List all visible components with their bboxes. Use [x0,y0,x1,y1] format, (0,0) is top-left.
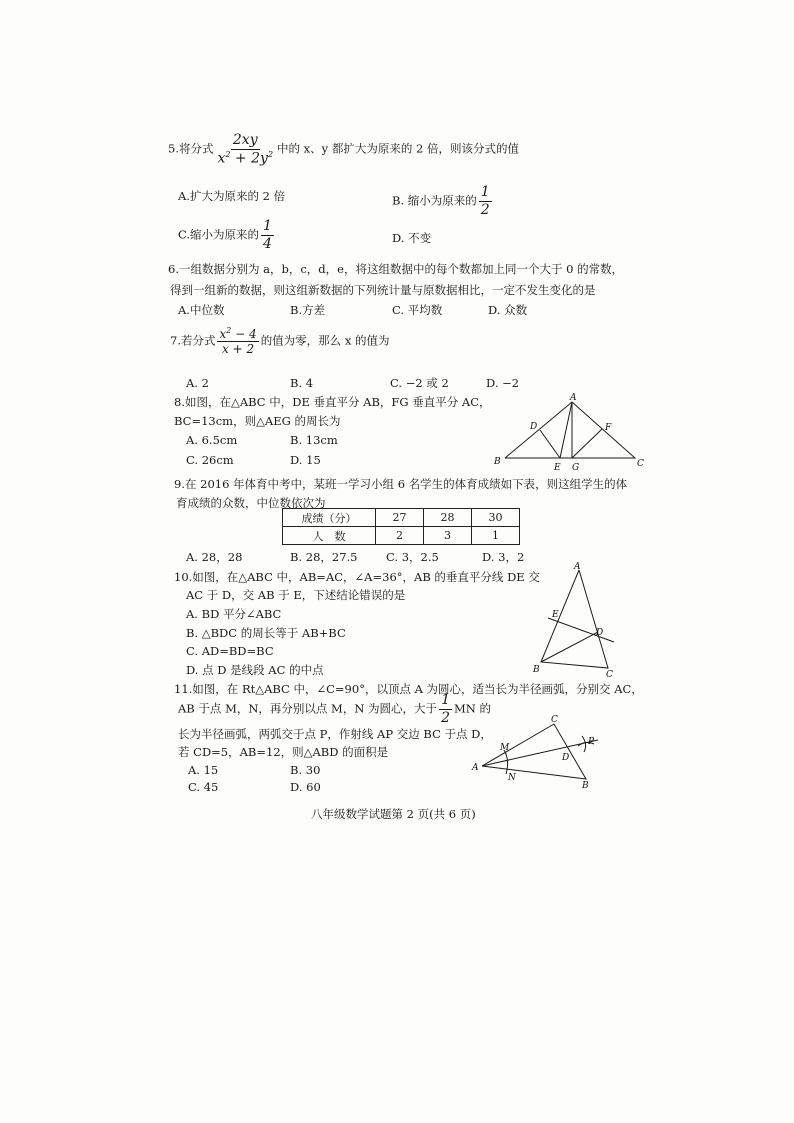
q10-label-a: A [574,562,581,572]
q8-line1: 8.如图，在△ABC 中，DE 垂直平分 AB，FG 垂直平分 AC， [174,395,491,409]
page-footer: 八年级数学试题第 2 页(共 6 页) [311,807,476,821]
q9-option-c: C. 3，2.5 [386,550,439,564]
q10-triangle-figure [528,560,628,680]
q10-option-d: D. 点 D 是线段 AC 的中点 [186,663,324,677]
q11-arc-p1 [582,736,586,752]
q7-num-exp: 2 [226,326,232,335]
q11-line2 [178,692,491,727]
table-cell: 27 [376,509,424,527]
table-cell: 人 数 [283,527,376,545]
q11-label-n: N [508,773,516,783]
q5-c-den: 4 [263,235,272,252]
q5-option-b-text: B. 缩小为原来的 [392,193,477,208]
q10-line2: AC 于 D，交 AB 于 E，下述结论错误的是 [186,588,406,602]
q6-option-d: D. 众数 [488,303,528,317]
q11-arc-mn [504,750,508,774]
q8-label-f: F [605,423,612,433]
q10-option-a: A. BD 平分∠ABC [186,607,282,621]
q10-label-d: D [596,628,604,638]
q9-option-a: A. 28，28 [186,550,243,564]
q5-option-c-text: C.缩小为原来的 [178,227,260,242]
q5-den-exp2: 2 [267,149,274,159]
q11-line4: 若 CD=5，AB=12，则△ABD 的面积是 [178,745,389,759]
q7-num-rest: − 4 [231,327,257,341]
q5-prefix: 5.将分式 [168,141,214,156]
q7-option-d: D. −2 [486,376,520,390]
q6-line1: 6.一组数据分别为 a，b，c，d，e，将这组数据中的每个数都加上同一个大于 0 的常数， [168,262,624,276]
q10-perpendicular-bisector [548,618,614,642]
q5-suffix: 中的 x、y 都扩大为原来的 2 倍，则该分式的值 [277,141,519,156]
q7-option-c: C. −2 或 2 [390,376,449,390]
q7-numerator [217,326,258,342]
q8-label-e: E [554,463,561,472]
q11-label-m: M [500,743,510,753]
q11-frac-num: 1 [441,692,450,708]
q10-option-b: B. △BDC 的周长等于 AB+BC [186,626,346,640]
q11-option-c: C. 45 [188,780,219,794]
q11-option-b: B. 30 [290,763,321,777]
q7-option-a: A. 2 [186,376,209,390]
q11-label-a: A [472,763,479,773]
q11-line2-text: AB 于点 M，N，再分别以点 M，N 为圆心，大于 [178,701,438,716]
q7-option-b: B. 4 [290,376,314,390]
q7-denominator: x + 2 [222,342,255,357]
q11-option-d: D. 60 [290,780,321,794]
q11-label-c: C [551,715,558,725]
q7-suffix: 的值为零，那么 x 的值为 [260,333,390,348]
q6-option-c: C. 平均数 [392,303,443,317]
q10-segment-bd [541,632,598,662]
q6-line2: 得到一组新的数据，则这组新数据的下列统计量与原数据相比，一定不发生变化的是 [170,283,596,297]
q10-label-c: C [606,670,613,680]
q8-triangle-figure [490,392,650,472]
table-row [283,527,520,545]
q7-prefix: 7.若分式 [170,333,216,348]
table-cell: 成绩（分） [283,509,376,527]
q11-frac-den: 2 [441,709,450,726]
q5-option-a: A.扩大为原来的 2 倍 [178,189,286,203]
table-cell: 3 [424,527,472,545]
q8-option-c: C. 26cm [186,453,234,467]
q8-segment-fg [572,429,602,458]
q5-option-c-frac [261,218,274,253]
q11-triangle-abc [482,724,586,779]
table-row [283,509,520,527]
q9-score-table [282,508,520,545]
q5-den-exp1: 2 [225,149,231,159]
q5-stem [168,132,519,167]
q8-label-a: A [570,393,577,403]
q5-option-d: D. 不变 [392,231,432,245]
q8-label-c: C [637,459,644,469]
q8-option-b: B. 13cm [290,433,338,447]
q5-option-c [178,218,276,253]
q8-label-b: B [494,457,501,467]
q6-option-a: A.中位数 [178,303,225,317]
q5-fraction [215,132,275,167]
q5-c-num: 1 [263,218,272,234]
q5-b-num: 1 [480,184,490,200]
q10-label-b: B [533,665,540,675]
q10-line1: 10.如图，在△ABC 中，AB=AC，∠A=36°，AB 的垂直平分线 DE 交 [174,570,540,584]
q9-line2: 育成绩的众数，中位数依次为 [176,496,326,510]
q9-line1: 9.在 2016 年体育中考中，某班一学习小组 6 名学生的体育成绩如下表，则这组学生的体 [174,477,628,491]
q7-fraction [217,326,258,357]
q8-label-g: G [572,463,580,472]
q9-option-d: D. 3，2 [482,550,525,564]
q11-label-b: B [582,781,589,791]
q9-option-b: B. 28，27.5 [290,550,358,564]
q5-option-b-frac [479,184,492,219]
table-cell: 28 [424,509,472,527]
q11-label-p: P [588,737,595,747]
q5-option-b [392,184,494,219]
q8-option-d: D. 15 [290,453,321,467]
q8-segment-de [540,430,560,458]
q10-label-e: E [552,610,559,620]
q8-label-d: D [530,422,538,432]
q6-option-b: B.方差 [290,303,326,317]
q5-den-y: + 2y [230,150,268,167]
q8-line2: BC=13cm，则△AEG 的周长为 [174,414,341,428]
q5-b-den: 2 [480,201,490,218]
q10-option-c: C. AD=BD=BC [186,644,274,658]
q8-option-a: A. 6.5cm [186,433,238,447]
q5-frac-denominator [215,150,275,167]
q7-stem [170,326,389,357]
q11-line3: 长为半径画弧，两弧交于点 P，作射线 AP 交边 BC 于点 D， [178,727,492,741]
table-cell: 1 [472,527,520,545]
q11-triangle-figure [470,712,610,792]
q5-frac-numerator: 2xy [232,132,258,148]
q11-line2-tail: MN 的 [453,701,491,716]
q11-option-a: A. 15 [188,763,219,777]
q5-den-x: x [217,150,226,167]
q11-fraction [439,692,452,727]
table-cell: 2 [376,527,424,545]
q7-num-x: x [219,327,227,341]
table-cell: 30 [472,509,520,527]
q11-label-d: D [562,753,570,763]
q11-line1: 11.如图，在 Rt△ABC 中，∠C=90°，以顶点 A 为圆心，适当长为半径画弧，分别交 AC， [174,682,643,696]
